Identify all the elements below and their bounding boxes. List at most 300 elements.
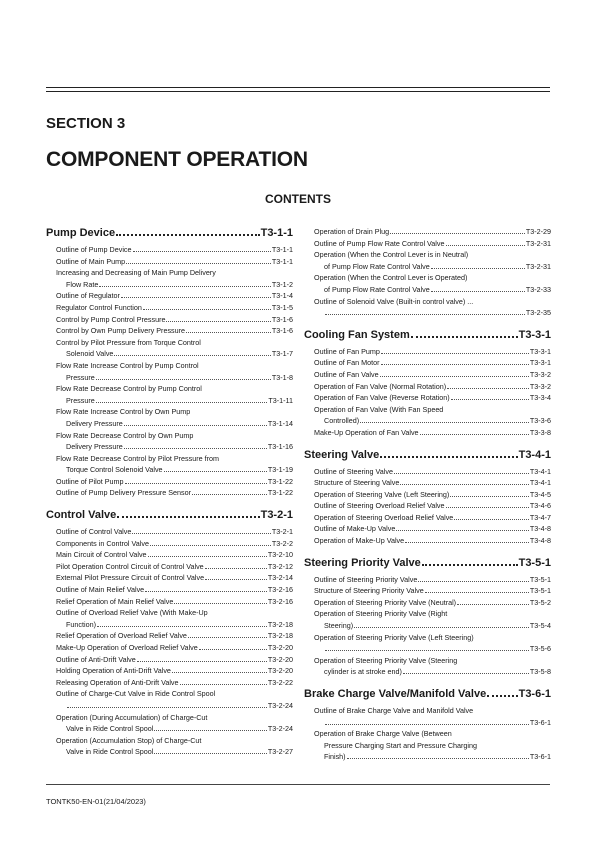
- dot-leader: [431, 268, 525, 269]
- toc-page-number: T3-4-8: [529, 524, 551, 534]
- toc-entry-line: [56, 723, 293, 735]
- toc-entry-line: [56, 256, 293, 268]
- dot-leader: [150, 545, 271, 546]
- toc-page-number: T3-2-20: [267, 643, 293, 652]
- toc-entry-line: [56, 584, 293, 596]
- toc-page-number: T3-1-2: [271, 279, 293, 289]
- dot-leader: [447, 388, 529, 389]
- dot-leader: [164, 471, 267, 472]
- dot-leader: [451, 399, 529, 400]
- toc-page-number: T3-2-18: [267, 619, 293, 629]
- toc-entry[interactable]: [56, 302, 293, 314]
- dot-leader: [114, 355, 270, 356]
- toc-entry[interactable]: [314, 357, 551, 369]
- dot-leader: [133, 251, 271, 252]
- dot-leader: [354, 627, 529, 628]
- toc-entry-text: Operation of Steering Priority Valve (Right: [314, 609, 448, 619]
- toc-entry[interactable]: [56, 406, 293, 429]
- dot-leader: [172, 672, 267, 673]
- toc-page-number: T3-1-6: [271, 326, 293, 336]
- toc-entry-line: [56, 549, 293, 561]
- toc-entry-line: [314, 307, 551, 319]
- toc-entry-line: [56, 487, 293, 499]
- section-title: COMPONENT OPERATION: [46, 148, 308, 171]
- toc-page-number: T3-2-29: [525, 227, 551, 236]
- toc-entry[interactable]: [56, 712, 293, 735]
- toc-page-number: T3-1-6: [271, 314, 293, 324]
- toc-entry-text: cylinder is at stroke end): [324, 667, 402, 677]
- toc-page-number: T3-2-20: [267, 654, 293, 664]
- toc-page-number: T3-1-22: [267, 476, 293, 486]
- toc-entry-line: [314, 535, 551, 547]
- toc-entry-line: [56, 418, 293, 430]
- toc-entry-text: Operation (During Accumulation) of Charge-Cut: [56, 712, 208, 722]
- toc-page-number: T3-2-31: [525, 238, 551, 248]
- toc-entry-text: Relief Operation of Overload Relief Valve: [56, 631, 187, 641]
- toc-entry-text: Delivery Pressure: [66, 442, 123, 452]
- toc-page-number: T3-2-20: [267, 666, 293, 676]
- toc-page-number: T3-2-10: [267, 550, 293, 560]
- toc-entry-text: Outline of Main Pump: [56, 256, 126, 266]
- toc-entry[interactable]: [314, 381, 551, 393]
- toc-entry-line: [56, 572, 293, 584]
- toc-entry-line: [314, 643, 551, 655]
- dot-leader: [145, 591, 267, 592]
- dot-leader: [205, 579, 267, 580]
- dot-leader: [380, 376, 529, 377]
- toc-entry-text: Operation of Fan Valve (With Fan Speed: [314, 404, 444, 414]
- toc-entry-text: Operation of Steering Valve (Left Steering): [314, 489, 450, 499]
- toc-group: [304, 556, 551, 678]
- toc-entry-text: Outline of Solenoid Valve (Built-in control valve) ...: [314, 296, 474, 306]
- dot-leader: [154, 753, 266, 754]
- toc-entry-text: Increasing and Decreasing of Main Pump Delivery: [56, 268, 216, 278]
- toc-entry[interactable]: [56, 584, 293, 596]
- toc-section-heading[interactable]: [46, 508, 293, 522]
- toc-entry-list: [304, 574, 551, 678]
- toc-entry-text: Delivery Pressure: [66, 418, 123, 428]
- toc-entry-text: Outline of Main Relief Valve: [56, 585, 145, 595]
- toc-entry-line: [314, 381, 551, 393]
- toc-entry[interactable]: [314, 226, 551, 238]
- toc-page-number: T3-4-5: [529, 489, 551, 499]
- toc-entry[interactable]: [56, 561, 293, 573]
- toc-entry-text: Outline of Pump Delivery Pressure Sensor: [56, 488, 192, 498]
- toc-group: [304, 328, 551, 439]
- toc-entry-text: Solenoid Valve: [66, 349, 114, 359]
- toc-section-title: Steering Priority Valve: [304, 556, 421, 569]
- toc-entry-line: [314, 226, 551, 238]
- toc-entry-line: [314, 620, 551, 632]
- dot-leader: [381, 353, 529, 354]
- toc-page-number: T3-2-24: [267, 724, 293, 734]
- toc-section-title: Cooling Fan System: [304, 328, 410, 341]
- toc-entry-text: Outline of Pump Flow Rate Control Valve: [314, 238, 445, 248]
- toc-entry-text: Flow Rate Increase Control by Own Pump: [56, 407, 191, 417]
- toc-section-page: T3-4-1: [518, 448, 551, 461]
- toc-page-number: T3-2-33: [525, 284, 551, 294]
- toc-entry[interactable]: [56, 526, 293, 538]
- toc-entry[interactable]: [314, 597, 551, 609]
- toc-entry[interactable]: [314, 523, 551, 535]
- toc-entry-list: [46, 526, 293, 758]
- toc-entry-line: [314, 427, 551, 439]
- toc-entry-text: Control by Own Pump Delivery Pressure: [56, 326, 186, 336]
- toc-entry-text: Outline of Brake Charge Valve and Manifold Valve: [314, 706, 474, 715]
- dot-leader: [394, 473, 529, 474]
- dot-leader: [446, 507, 529, 508]
- toc-entry-line: [314, 477, 551, 489]
- dot-leader: [188, 637, 267, 638]
- toc-entry-line: [314, 392, 551, 404]
- toc-entry-text: Outline of Steering Valve: [314, 466, 393, 476]
- toc-entry-text: Outline of Pump Device: [56, 245, 132, 254]
- toc-entry-text: Pressure: [66, 372, 95, 382]
- toc-page-number: T3-1-7: [271, 349, 293, 359]
- toc-page-number: T3-2-12: [267, 561, 293, 571]
- toc-entry-line: [56, 526, 293, 538]
- toc-entry-text: Outline of Charge-Cut Valve in Ride Control Spool: [56, 689, 216, 699]
- toc-entry-text: Operation of Fan Valve (Normal Rotation): [314, 381, 447, 391]
- toc-entry[interactable]: [314, 346, 551, 358]
- toc-page-number: T3-1-8: [271, 372, 293, 382]
- toc-page-number: T3-1-11: [268, 395, 293, 405]
- toc-section-page: T3-3-1: [518, 328, 551, 341]
- toc-entry-text: Relief Operation of Main Relief Valve: [56, 596, 174, 606]
- toc-section-heading[interactable]: [304, 328, 551, 342]
- toc-page-number: T3-1-16: [267, 442, 293, 452]
- toc-entry-text: Flow Rate Decrease Control by Pilot Pressure from: [56, 453, 219, 463]
- toc-entry[interactable]: [314, 466, 551, 478]
- toc-entry[interactable]: [56, 360, 293, 383]
- toc-entry-text: Outline of Make-Up Valve: [314, 524, 396, 534]
- toc-entry[interactable]: [314, 535, 551, 547]
- toc-entry-line: [314, 500, 551, 512]
- toc-entry[interactable]: [56, 290, 293, 302]
- toc-entry-line: [56, 596, 293, 608]
- toc-entry[interactable]: [314, 296, 551, 319]
- toc-page-number: T3-2-22: [267, 677, 293, 687]
- toc-entry[interactable]: [314, 705, 551, 728]
- toc-page-number: T3-4-7: [529, 512, 551, 522]
- toc-entry-line: [314, 717, 551, 729]
- toc-entry-line: [56, 746, 293, 758]
- toc-entry[interactable]: [56, 476, 293, 488]
- toc-page-number: T3-2-2: [271, 538, 293, 548]
- toc-entry-line: [314, 284, 551, 296]
- toc-section-title: Pump Device: [46, 227, 116, 239]
- toc-entry-text: Operation (When the Control Lever is Operated): [314, 273, 468, 283]
- toc-section-heading[interactable]: [304, 556, 551, 570]
- toc-group: [304, 448, 551, 547]
- toc-entry[interactable]: [56, 453, 293, 476]
- footer-doc-code: TONTK50-EN-01(21/04/2023): [46, 797, 146, 806]
- dot-leader: [143, 309, 271, 310]
- toc-entry-text: Outline of Steering Priority Valve: [314, 574, 418, 584]
- toc-entry-text: Operation (When the Control Lever is in Neutral): [314, 250, 469, 260]
- toc-entry-text: of Pump Flow Rate Control Valve: [324, 284, 430, 294]
- toc-entry-line: [56, 302, 293, 314]
- dot-leader: [325, 724, 529, 725]
- toc-entry-text: Outline of Control Valve: [56, 527, 132, 537]
- toc-page-number: T3-3-2: [529, 369, 551, 379]
- toc-entry[interactable]: [314, 574, 551, 586]
- toc-entry-line: [314, 261, 551, 273]
- toc-entry-line: [314, 597, 551, 609]
- toc-entry-text: Components in Control Valve: [56, 538, 149, 548]
- toc-page-number: T3-2-27: [267, 747, 293, 757]
- dot-leader: [390, 233, 525, 234]
- toc-entry-text: Outline of Fan Valve: [314, 369, 379, 379]
- toc-entry-line: [56, 538, 293, 550]
- toc-entry[interactable]: [56, 487, 293, 499]
- toc-entry[interactable]: [56, 267, 293, 290]
- dot-leader: [67, 707, 267, 708]
- toc-entry[interactable]: [56, 735, 293, 758]
- dot-leader: [125, 483, 267, 484]
- toc-entry-line: [56, 665, 293, 677]
- toc-section-heading[interactable]: [304, 448, 551, 462]
- toc-page-number: T3-4-6: [529, 501, 551, 511]
- toc-group: [304, 687, 551, 763]
- toc-entry-text: Flow Rate Decrease Control by Own Pump: [56, 430, 194, 440]
- toc-page-number: T3-1-22: [267, 488, 293, 498]
- dot-leader: [450, 496, 529, 497]
- toc-entry[interactable]: [56, 325, 293, 337]
- header-rule-bottom: [46, 91, 550, 92]
- toc-entry-text: Outline of Pilot Pump: [56, 476, 124, 486]
- dot-leader: [124, 448, 267, 449]
- toc-page-number: T3-3-6: [529, 416, 551, 426]
- toc-entry-text: Control by Pilot Pressure from Torque Control: [56, 337, 201, 347]
- toc-page-number: T3-1-19: [267, 465, 293, 475]
- dot-leader: [132, 533, 270, 534]
- toc-entry-text: Make-Up Operation of Overload Relief Valve: [56, 643, 198, 652]
- dot-leader: [422, 564, 518, 566]
- toc-page-number: T3-6-1: [529, 752, 551, 762]
- dot-leader: [96, 379, 271, 380]
- toc-entry[interactable]: [314, 369, 551, 381]
- toc-entry[interactable]: [56, 572, 293, 584]
- dot-leader: [99, 286, 270, 287]
- dot-leader: [199, 649, 267, 650]
- toc-entry-line: [314, 369, 551, 381]
- toc-entry-line: [314, 415, 551, 427]
- dot-leader: [117, 516, 259, 518]
- toc-section-page: T3-2-1: [260, 509, 293, 522]
- toc-entry[interactable]: [314, 427, 551, 439]
- toc-entry[interactable]: [56, 688, 293, 711]
- dot-leader: [360, 422, 529, 423]
- toc-entry[interactable]: [314, 585, 551, 597]
- toc-entry-line: [56, 441, 293, 453]
- toc-entry-text: Main Circuit of Control Valve: [56, 550, 147, 560]
- toc-entry-text: Outline of Overload Relief Valve (With Make-Up: [56, 608, 208, 618]
- toc-section-heading[interactable]: [46, 226, 293, 240]
- dot-leader: [446, 245, 525, 246]
- toc-entry-text: Operation of Steering Priority Valve (Steering: [314, 655, 458, 665]
- toc-page-number: T3-3-8: [529, 427, 551, 437]
- toc-entry[interactable]: [56, 337, 293, 360]
- toc-entry-line: [314, 512, 551, 524]
- toc-page-number: T3-2-16: [267, 596, 293, 606]
- toc-entry-line: [56, 244, 293, 256]
- toc-entry-line: [56, 700, 293, 712]
- dot-leader: [425, 592, 529, 593]
- toc-entry-text: Outline of Steering Overload Relief Valve: [314, 501, 445, 511]
- toc-entry-line: [56, 279, 293, 291]
- toc-page-number: T3-3-1: [529, 358, 551, 368]
- toc-entry-text: Structure of Steering Valve: [314, 478, 400, 488]
- dot-leader: [325, 650, 529, 651]
- toc-entry-text: Releasing Operation of Anti-Drift Valve: [56, 677, 179, 687]
- toc-page-number: T3-2-31: [525, 261, 551, 271]
- toc-entry[interactable]: [314, 728, 551, 763]
- toc-entry[interactable]: [314, 608, 551, 631]
- toc-entry[interactable]: [314, 500, 551, 512]
- toc-section-page: T3-6-1: [518, 688, 551, 700]
- toc-entry[interactable]: [314, 512, 551, 524]
- dot-leader: [405, 542, 529, 543]
- dot-leader: [97, 626, 267, 627]
- toc-entry[interactable]: [56, 677, 293, 689]
- toc-section-page: T3-1-1: [260, 227, 293, 239]
- toc-entry-list: [304, 705, 551, 763]
- toc-entry-text: of Pump Flow Rate Control Valve: [324, 261, 430, 271]
- toc-entry[interactable]: [314, 249, 551, 272]
- toc-entry-line: [314, 238, 551, 250]
- toc-entry[interactable]: [56, 549, 293, 561]
- dot-leader: [487, 695, 517, 697]
- toc-entry[interactable]: [314, 238, 551, 250]
- toc-entry-text: Operation of Drain Plug: [314, 227, 390, 236]
- toc-page-number: T3-5-4: [529, 621, 551, 631]
- toc-entry-text: Torque Control Solenoid Valve: [66, 465, 163, 475]
- dot-leader: [457, 604, 529, 605]
- toc-entry-text: Make-Up Operation of Fan Valve: [314, 427, 419, 437]
- toc-entry-list: [304, 226, 551, 319]
- toc-entry[interactable]: [314, 392, 551, 404]
- toc-page-number: T3-2-1: [271, 527, 293, 537]
- toc-entry[interactable]: [56, 665, 293, 677]
- toc-page-number: T3-1-1: [271, 256, 293, 266]
- dot-leader: [121, 297, 271, 298]
- toc-entry[interactable]: [56, 244, 293, 256]
- contents-heading: CONTENTS: [265, 192, 331, 206]
- toc-page-number: T3-3-1: [529, 346, 551, 356]
- toc-entry[interactable]: [56, 538, 293, 550]
- dot-leader: [400, 484, 528, 485]
- toc-entry-text: Steering): [324, 621, 354, 631]
- toc-page-number: T3-3-4: [529, 393, 551, 403]
- dot-leader: [431, 291, 525, 292]
- dot-leader: [137, 661, 267, 662]
- dot-leader: [148, 556, 267, 557]
- dot-leader: [418, 581, 528, 582]
- toc-entry-line: [56, 630, 293, 642]
- toc-section-page: T3-5-1: [518, 556, 551, 569]
- toc-entry[interactable]: [56, 642, 293, 654]
- toc-entry[interactable]: [56, 383, 293, 406]
- toc-entry-text: Flow Rate: [66, 279, 99, 289]
- toc-entry-text: Flow Rate Increase Control by Pump Control: [56, 360, 199, 370]
- toc-entry[interactable]: [314, 632, 551, 655]
- toc-page-number: T3-4-1: [529, 466, 551, 476]
- toc-entry-list: [304, 346, 551, 439]
- toc-page-number: T3-5-1: [529, 586, 551, 596]
- dot-leader: [411, 336, 518, 338]
- toc-entry-text: Controlled): [324, 416, 360, 426]
- toc-page-number: T3-2-35: [525, 308, 551, 318]
- toc-entry-line: [56, 642, 293, 654]
- toc-entry[interactable]: [56, 430, 293, 453]
- dot-leader: [347, 758, 529, 759]
- toc-entry-line: [56, 677, 293, 689]
- toc-right-column: [304, 226, 551, 772]
- toc-entry-line: [56, 372, 293, 384]
- toc-page-number: T3-4-8: [529, 536, 551, 546]
- toc-entry-text: Outline of Fan Pump: [314, 346, 380, 356]
- toc-section-heading[interactable]: [304, 687, 551, 701]
- toc-entry-text: Function): [66, 619, 96, 629]
- toc-page-number: T3-2-16: [267, 585, 293, 595]
- toc-entry[interactable]: [56, 654, 293, 666]
- dot-leader: [205, 568, 267, 569]
- toc-entry-line: [56, 325, 293, 337]
- toc-entry-line: [56, 314, 293, 326]
- toc-entry-text: Operation of Fan Valve (Reverse Rotation): [314, 393, 450, 403]
- toc-entry[interactable]: [56, 630, 293, 642]
- toc-entry[interactable]: [56, 596, 293, 608]
- toc-entry-text: Valve in Ride Control Spool: [66, 747, 154, 757]
- toc-left-column: [46, 226, 293, 767]
- toc-entry-text: Pressure Charging Start and Pressure Charging: [324, 740, 478, 750]
- toc-entry-text: Operation of Make-Up Valve: [314, 536, 405, 546]
- dot-leader: [96, 402, 268, 403]
- toc-entry-line: [314, 346, 551, 358]
- dot-leader: [126, 263, 271, 264]
- toc-entry[interactable]: [314, 489, 551, 501]
- toc-entry[interactable]: [314, 272, 551, 295]
- toc-entry-text: Operation of Steering Overload Relief Valve: [314, 512, 454, 522]
- toc-entry-text: Structure of Steering Priority Valve: [314, 586, 424, 596]
- dot-leader: [454, 519, 529, 520]
- toc-entry-line: [314, 751, 551, 763]
- dot-leader: [186, 332, 271, 333]
- toc-entry-text: Pilot Operation Control Circuit of Control Valve: [56, 561, 204, 571]
- toc-entry[interactable]: [56, 256, 293, 268]
- toc-entry-text: Operation of Steering Priority Valve (Neutral): [314, 597, 457, 607]
- dot-leader: [154, 730, 266, 731]
- toc-entry[interactable]: [314, 404, 551, 427]
- dot-leader: [396, 530, 528, 531]
- toc-entry-list: [46, 244, 293, 499]
- toc-entry-text: Control by Pump Control Pressure: [56, 314, 166, 324]
- dot-leader: [420, 434, 529, 435]
- toc-entry[interactable]: [56, 314, 293, 326]
- toc-entry-line: [56, 476, 293, 488]
- toc-entry[interactable]: [314, 477, 551, 489]
- footer-rule: [46, 784, 550, 785]
- toc-page-number: T3-3-2: [529, 381, 551, 391]
- toc-entry-text: Flow Rate Decrease Control by Pump Control: [56, 384, 202, 394]
- toc-entry-line: [56, 654, 293, 666]
- toc-page-number: T3-2-24: [267, 700, 293, 710]
- toc-group: [46, 226, 293, 499]
- toc-page-number: T3-5-1: [529, 574, 551, 584]
- toc-entry[interactable]: [56, 607, 293, 630]
- toc-entry[interactable]: [314, 655, 551, 678]
